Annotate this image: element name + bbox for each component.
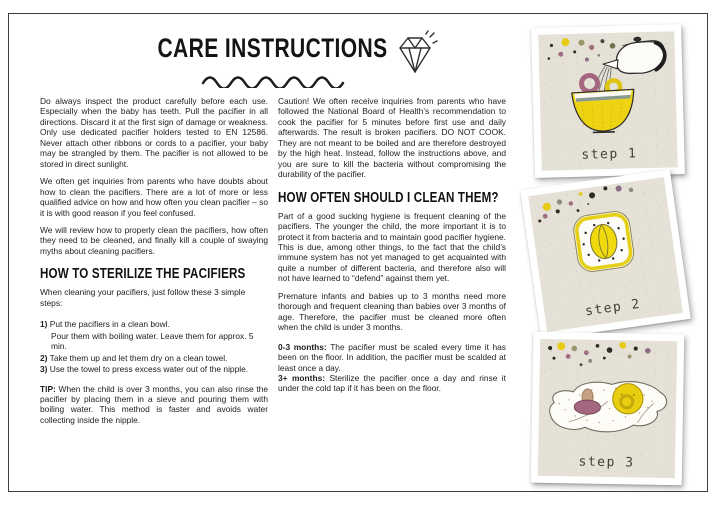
diamond-icon xyxy=(390,29,440,79)
bowl xyxy=(572,89,635,133)
age-0-3-paragraph xyxy=(278,342,506,373)
list-item xyxy=(40,353,268,363)
section-heading-clean: HOW OFTEN SHOULD I CLEAN THEM? xyxy=(278,189,499,206)
step-label: step 2 xyxy=(584,296,642,320)
tip-label: TIP: xyxy=(40,383,56,394)
age-0-3-label: 0-3 months: xyxy=(278,341,327,352)
age-3plus-text: Sterilize the pacifier once a day and rinse it under the cold tap if it has been on the floor. xyxy=(278,372,506,394)
right-column xyxy=(278,96,506,394)
list-item-number: 2) xyxy=(40,352,48,363)
list-item xyxy=(40,319,268,329)
section-heading-sterilize: HOW TO STERILIZE THE PACIFIERS xyxy=(40,266,246,283)
step-label: step 1 xyxy=(581,146,638,163)
wavy-underline-icon xyxy=(200,72,346,88)
towel xyxy=(549,380,667,433)
intro-paragraph-2: We often get inquiries from parents who have doubts about how to clean the pacifiers. There are a lot of more or less qualified advice on how and how often you clean pacifier – so it is with good reason if you feel confused. xyxy=(40,176,268,218)
age-0-3-text: The pacifier must be scaled every time it has been on the floor. In addition, the pacifier must be scalded at least once a day. xyxy=(278,341,506,373)
pacifiers-on-towel-icon xyxy=(538,339,677,454)
step-label: step 3 xyxy=(578,454,635,471)
list-item-text: Use the towel to press excess water out of the nipple. xyxy=(49,364,249,375)
list-item-number: 3) xyxy=(40,364,48,375)
sterilize-steps-list xyxy=(40,319,268,374)
intro-paragraph-3: We will review how to properly clean the pacifiers, how often they need to be cleaned, and finally kill a couple of swaying myths about cleaning pacifiers. xyxy=(40,224,268,256)
tip-text: When the child is over 3 months, you can also rinse the pacifier by placing them in a sieve and pouring them with boiling water. This method is faster and avoids water collecting inside the nipple. xyxy=(40,383,269,425)
tip-paragraph xyxy=(40,384,268,426)
intro-paragraph-1: Do always inspect the product carefully before each use. Especially when the baby has teeth. Pull the pacifier in all directions. Discard it at the first sign of damage or weakness. Only use dedicated pacifier holders tested to EN 12586. Never attach other ribbons or cords to a pacifier, your baby may be strangled by them. The pacifier is not allowed to be stored in direct sunlight. xyxy=(40,96,268,169)
list-item-text: Put the pacifiers in a clean bowl. xyxy=(49,319,170,330)
pacifier-yellow xyxy=(612,383,643,414)
confetti-dots xyxy=(548,341,651,368)
confetti-dots xyxy=(547,37,616,63)
list-item-text: Pour them with boiling water. Leave them for approx. 5 min. xyxy=(51,330,254,352)
list-item-text: Take them up and let them dry on a clean towel. xyxy=(49,352,228,363)
pacifier-ring-mauve xyxy=(581,75,597,91)
step-card-1 xyxy=(531,24,685,178)
page-title: CARE INSTRUCTIONS xyxy=(157,33,389,63)
step-card-3 xyxy=(531,332,685,486)
age-3plus-paragraph xyxy=(278,373,506,394)
sterilize-intro: When cleaning your pacifiers, just follow these 3 simple steps: xyxy=(40,287,246,308)
list-item-number: 1) xyxy=(40,319,48,330)
list-item-continuation xyxy=(40,331,268,352)
premature-paragraph: Premature infants and babies up to 3 months need more thorough and frequent cleaning than babies over 3 months of age. Therefore, the pacifier must be cleaned more often when the child is under 3 months. xyxy=(278,290,506,333)
clean-paragraph: Part of a good sucking hygiene is frequent cleaning of the pacifiers. The younger the child, the more important it is to protect it from bacteria and to maintain good pacifier hygiene. This is due, among other things, to the fact that the child’s immune system has not yet managed to get acquainted with quite a number of different bacteria, and therefore also will not have learned to “defend” against them yet. xyxy=(278,210,506,284)
kettle xyxy=(602,36,665,74)
caution-paragraph: Caution! We often receive inquiries from parents who have followed the National Board of Health’s recommendation to cook the pacifier for 5 minutes before first use and daily afterwards. The result is broken pacifiers. DO NOT COOK. They are not meant to be boiled and are therefore destroyed by the high heat. Instead, follow the instructions above, and you are sure to kill the bacteria without compromising the durability of the pacifier. xyxy=(278,96,506,180)
left-column xyxy=(40,96,268,432)
kettle-pouring-into-bowl-icon xyxy=(538,31,677,147)
age-3plus-label: 3+ months: xyxy=(278,372,326,383)
step-card-2 xyxy=(520,169,691,340)
list-item xyxy=(40,364,268,374)
kitchen-timer-icon xyxy=(528,177,679,308)
age-guidelines xyxy=(278,342,506,394)
